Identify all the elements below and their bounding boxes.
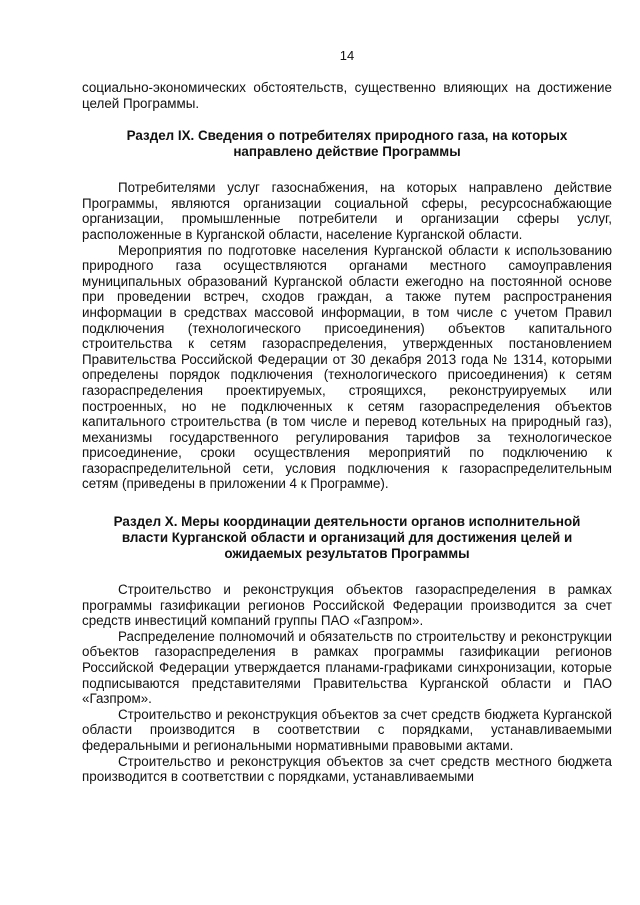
section-x-paragraph-3: Строительство и реконструкция объектов за счет средств бюджета Курганской области производится в соответствии с порядками, устанавливаемыми федеральными и региональными нормативными правовыми актами. <box>82 706 612 753</box>
section-x-paragraph-4: Строительство и реконструкция объектов за счет средств местного бюджета производится в соответствии с порядками, устанавливаемыми <box>82 753 612 785</box>
section-x-paragraph-1: Строительство и реконструкция объектов газораспределения в рамках программы газификации регионов Российской Федерации производится за счет средств инвестиций компаний группы ПАО «Газпром». <box>82 582 612 629</box>
section-x-heading: Раздел X. Меры координации деятельности органов исполнительной власти Курганской области и организаций для достижения целей и ожидаемых результатов Программы <box>113 514 581 562</box>
section-ix-paragraph-2: Мероприятия по подготовке населения Курганской области к использованию природного газа осуществляются органами местного самоуправления муниципальных образований Курганской области ежегодно на постоянной основе при проведении встреч, сходов граждан, а также путем распространения информации в средствах массовой информации, в том числе с учетом Правил подключения (технологического присоединения) объектов капитального строительства к сетям газораспределения, утвержденных постановлением Правительства Российской Федерации от 30 декабря 2013 года № 1314, которыми определены порядок подключения (технологического присоединения) к сетям газораспределения проектируемых, строящихся, реконструируемых или построенных, но не подключенных к сетям газораспределения объектов капитального строительства (в том числе и перевод котельных на природный газ), механизмы государственного регулирования тарифов за технологическое присоединение, сроки осуществления мероприятий по подключению к газораспределительной сети, условия подключения к газораспределительным сетям (приведены в приложении 4 к Программе). <box>82 242 612 492</box>
continuation-paragraph: социально-экономических обстоятельств, существенно влияющих на достижение целей Программы. <box>82 80 612 111</box>
page-number: 14 <box>339 48 355 63</box>
section-ix-heading: Раздел IX. Сведения о потребителях природного газа, на которых направлено действие Программы <box>126 128 568 160</box>
section-ix-paragraph-1: Потребителями услуг газоснабжения, на которых направлено действие Программы, являются организации социальной сферы, ресурсоснабжающие организации, промышленные потребители и организации сферы услуг, расположенные в Курганской области, население Курганской области. <box>82 180 612 242</box>
section-x-paragraph-2: Распределение полномочий и обязательств по строительству и реконструкции объектов газораспределения в рамках программы газификации регионов Российской Федерации утверждается планами-графиками синхронизации, которые подписываются представителями Правительства Курганской области и ПАО «Газпром». <box>82 628 612 707</box>
